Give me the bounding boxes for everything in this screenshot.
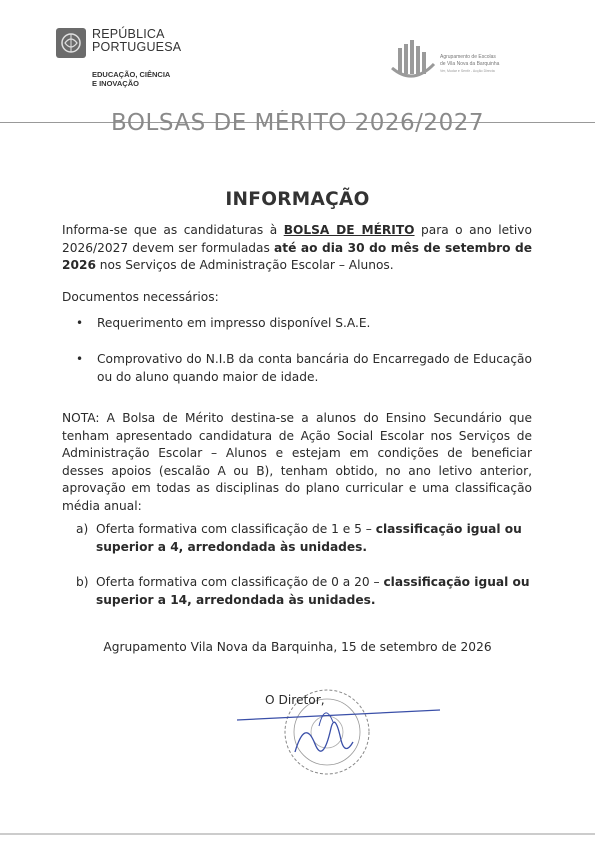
letterhead: [0, 0, 595, 118]
footer-divider: [0, 833, 595, 835]
signature-icon: [235, 682, 455, 782]
intro-paragraph: Informa-se que as candidaturas à BOLSA DE MÉRITO para o ano letivo 2026/2027 devem ser formuladas até ao dia 30 do mês de setembro de 2026 nos Serviços de Administração Escolar – Alunos.: [62, 223, 532, 273]
documents-label: Documentos necessários:: [62, 290, 219, 304]
list-item: • Comprovativo do N.I.B da conta bancária do Encarregado de Educação ou do aluno quando maior de idade.: [76, 351, 532, 386]
signature-block: [235, 682, 455, 782]
criteria-item-a: a) Oferta formativa com classificação de 1 e 5 – classificação igual ou superior a 4, arredondada às unidades.: [76, 522, 522, 554]
note-paragraph: NOTA: A Bolsa de Mérito destina-se a alunos do Ensino Secundário que tenham apresentado candidatura de Ação Social Escolar nos Serviços de Administração Escolar – Alunos e estejam em condições de beneficiar desses apoios (escalão A ou B), tenham obtido, no ano letivo anterior, aprovação em todas as disciplinas do plano curricular e uma classificação média anual:: [62, 411, 532, 513]
criteria-item-b: b) Oferta formativa com classificação de 0 a 20 – classificação igual ou superior a 14, arredondada às unidades.: [76, 575, 530, 607]
bullet-icon: •: [76, 316, 84, 330]
republic-name: REPÚBLICA PORTUGUESA: [92, 27, 182, 54]
ministry-name: EDUCAÇÃO, CIÊNCIA E INOVAÇÃO: [92, 70, 171, 88]
list-item: • Requerimento em impresso disponível S.A.E.: [76, 315, 532, 333]
document-title: INFORMAÇÃO: [225, 189, 370, 210]
document-heading: BOLSAS DE MÉRITO 2026/2027: [111, 110, 484, 132]
signatory-label: O Diretor,: [265, 693, 325, 707]
bullet-icon: •: [76, 352, 84, 366]
republic-emblem-icon: [56, 28, 86, 58]
place-date: Agrupamento Vila Nova da Barquinha, 15 de setembro de 2026: [103, 640, 492, 654]
school-logo-icon: [388, 38, 438, 82]
school-name: Agrupamento de Escolas de Vila Nova da Barquinha Ver, Mudar e Sentir - Acção Directa: [440, 54, 500, 73]
